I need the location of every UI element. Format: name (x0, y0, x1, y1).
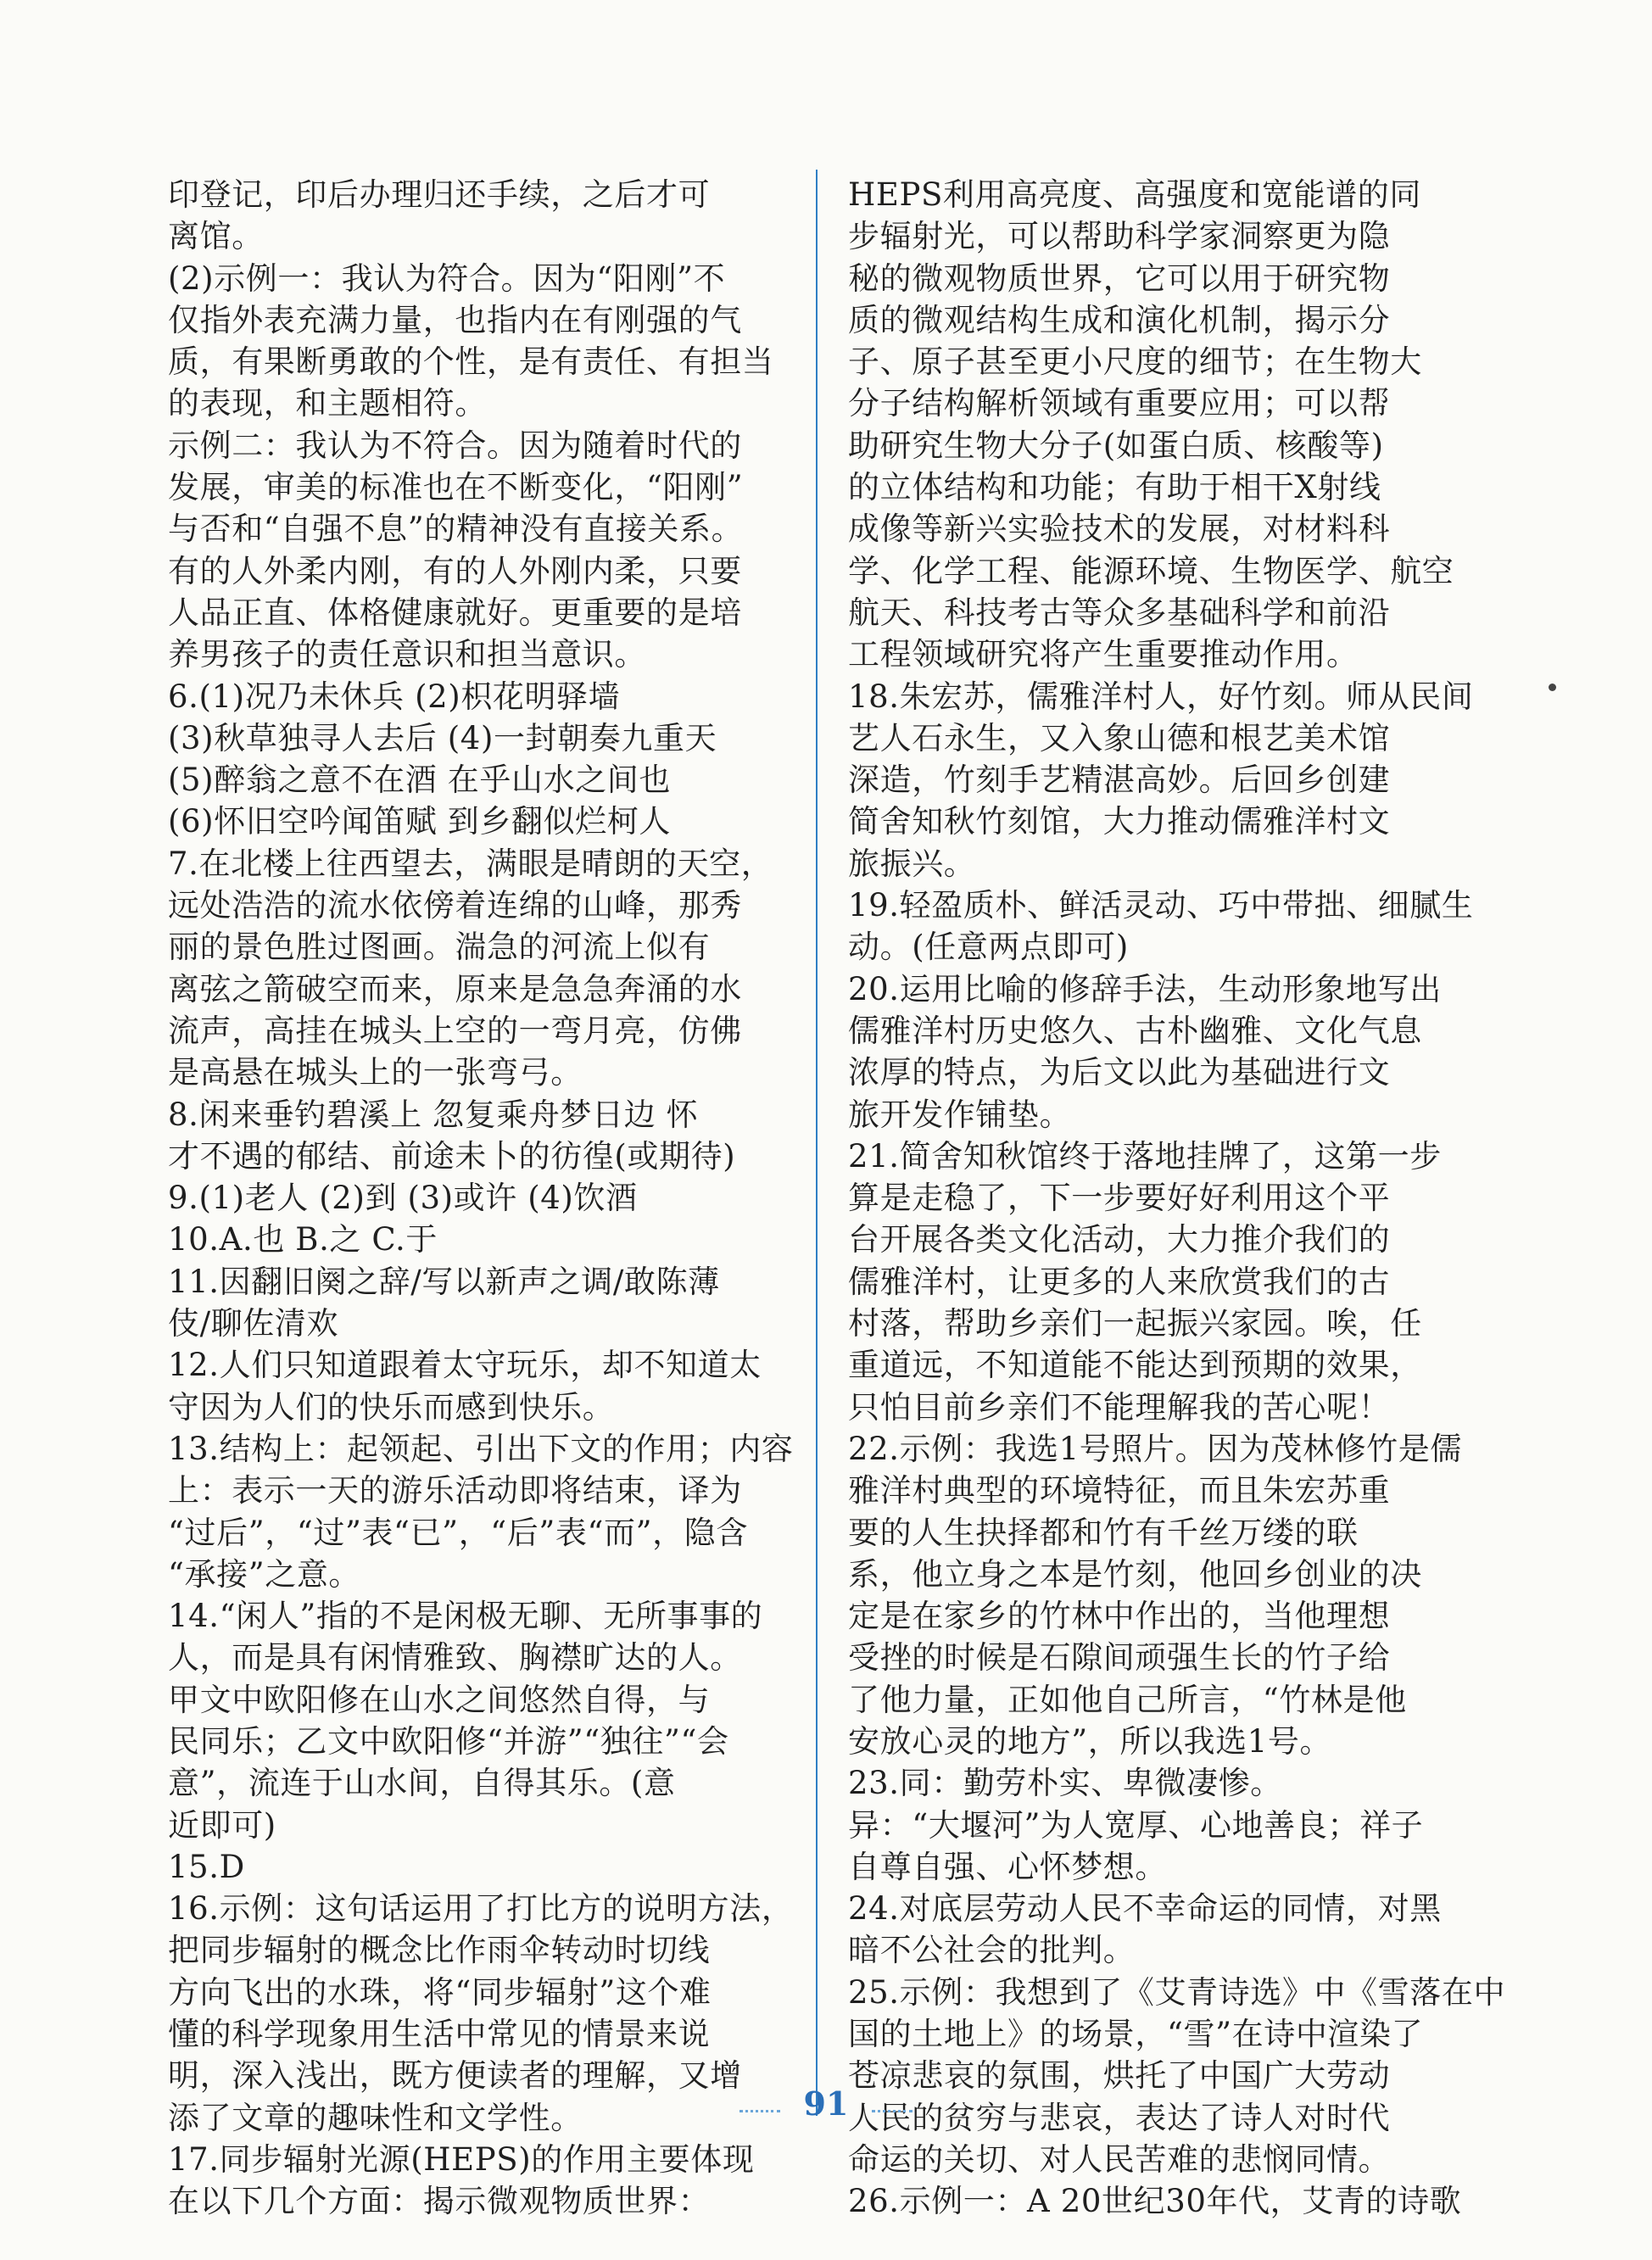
text-line: 13.结构上：起领起、引出下文的作用；内容 (168, 1430, 794, 1467)
text-line: 有的人外柔内刚，有的人外刚内柔，只要 (168, 552, 742, 589)
text-line: 暗不公社会的批判。 (848, 1932, 1136, 1969)
text-line: (2)示例一：我认为符合。因为“阳刚”不 (168, 259, 726, 297)
text-line: 分子结构解析领域有重要应用；可以帮 (848, 385, 1391, 422)
text-line: 21.简舍知秋馆终于落地挂牌了，这第一步 (848, 1137, 1442, 1175)
text-line: 航天、科技考古等众多基础科学和前沿 (848, 594, 1391, 631)
text-line: 的立体结构和功能；有助于相干X射线 (848, 469, 1381, 506)
text-line: (5)醉翁之意不在酒 在乎山水之间也 (168, 762, 671, 799)
text-line: 村落，帮助乡亲们一起振兴家园。唉，任 (848, 1305, 1422, 1342)
text-line: 离馆。 (168, 218, 264, 255)
text-line: 伎/聊佐清欢 (168, 1305, 339, 1342)
left-column (168, 174, 846, 2223)
text-line: 简舍知秋竹刻馆，大力推动儒雅洋村文 (848, 803, 1391, 840)
text-line: 6.(1)况乃未休兵 (2)枳花明驿墙 (168, 678, 621, 715)
text-line: 旅开发作铺垫。 (848, 1096, 1072, 1133)
text-line: 旅振兴。 (848, 845, 976, 882)
text-line: 25.示例：我想到了《艾青诗选》中《雪落在中 (848, 1973, 1506, 2011)
page-footer (0, 2084, 1652, 2123)
text-line: (3)秋草独寻人去后 (4)一封朝奏九重天 (168, 719, 717, 756)
text-line: 自尊自强、心怀梦想。 (848, 1848, 1167, 1885)
text-line: 雅洋村典型的环境特征，而且朱宏苏重 (848, 1472, 1391, 1509)
text-line: 26.示例一：A 20世纪30年代，艾青的诗歌 (848, 2183, 1462, 2220)
text-line: 工程领域研究将产生重要推动作用。 (848, 636, 1359, 673)
text-line: 丽的景色胜过图画。湍急的河流上似有 (168, 929, 711, 966)
text-line: 只怕目前乡亲们不能理解我的苦心呢！ (848, 1388, 1391, 1426)
text-line: 重道远，不知道能不能达到预期的效果， (848, 1347, 1422, 1384)
text-line: 异：“大堰河”为人宽厚、心地善良；祥子 (848, 1806, 1424, 1844)
text-line: 艺人石永生，又入象山德和根艺美术馆 (848, 719, 1391, 756)
text-line: 远处浩浩的流水依傍着连绵的山峰，那秀 (168, 887, 742, 924)
text-line: 23.同：勤劳朴实、卑微凄惨。 (848, 1765, 1282, 1802)
text-line: (6)怀旧空吟闻笛赋 到乡翻似烂柯人 (168, 803, 671, 840)
footer-dots-right (872, 2110, 913, 2112)
text-line: 添了文章的趣味性和文学性。 (168, 2099, 583, 2136)
text-line: 懂的科学现象用生活中常见的情景来说 (168, 2016, 711, 2053)
text-line: 意”，流连于山水间，自得其乐。(意 (168, 1765, 676, 1802)
text-line: 上：表示一天的游乐活动即将结束，译为 (168, 1472, 742, 1509)
text-line: 步辐射光，可以帮助科学家洞察更为隐 (848, 218, 1391, 255)
text-line: 国的土地上》的场景，“雪”在诗中渲染了 (848, 2016, 1424, 2053)
text-line: 才不遇的郁结、前途未卜的彷徨(或期待) (168, 1137, 736, 1175)
text-line: 人，而是具有闲情雅致、胸襟旷达的人。 (168, 1639, 742, 1677)
text-line: 秘的微观物质世界，它可以用于研究物 (848, 259, 1391, 297)
text-line: 与否和“自强不息”的精神没有直接关系。 (168, 511, 744, 548)
text-line: 民同乐；乙文中欧阳修“并游”“独往”“会 (168, 1722, 729, 1760)
text-line: 10.A.也 B.之 C.于 (168, 1221, 438, 1258)
text-line: 人品正直、体格健康就好。更重要的是培 (168, 594, 742, 631)
text-line: 16.示例：这句话运用了打比方的说明方法， (168, 1890, 794, 1928)
text-line: 质的微观结构生成和演化机制，揭示分 (848, 301, 1391, 338)
text-line: 22.示例：我选1号照片。因为茂林修竹是儒 (848, 1430, 1462, 1467)
text-line: 20.运用比喻的修辞手法，生动形象地写出 (848, 970, 1442, 1007)
text-line: 安放心灵的地方”，所以我选1号。 (848, 1722, 1332, 1760)
text-line: 守因为人们的快乐而感到快乐。 (168, 1388, 615, 1426)
text-line: 算是走稳了，下一步要好好利用这个平 (848, 1180, 1391, 1217)
text-line: 流声，高挂在城头上空的一弯月亮，仿佛 (168, 1012, 742, 1049)
text-line: 定是在家乡的竹林中作出的，当他理想 (848, 1598, 1391, 1635)
text-line: 19.轻盈质朴、鲜活灵动、巧中带拙、细腻生 (848, 887, 1474, 924)
text-line: “承接”之意。 (168, 1555, 361, 1593)
text-line: 14.“闲人”指的不是闲极无聊、无所事事的 (168, 1598, 763, 1635)
text-line: 人民的贫穷与悲哀，表达了诗人对时代 (848, 2099, 1391, 2136)
text-line: 了他力量，正如他自己所言，“竹林是他 (848, 1681, 1407, 1718)
text-line: 助研究生物大分子(如蛋白质、核酸等) (848, 427, 1384, 464)
footer-dots-left (739, 2110, 780, 2112)
text-line: 台开展各类文化活动，大力推介我们的 (848, 1221, 1391, 1258)
text-line: 系，他立身之本是竹刻，他回乡创业的决 (848, 1555, 1422, 1593)
text-line: 12.人们只知道跟着太守玩乐，却不知道太 (168, 1347, 762, 1384)
text-line: 是高悬在城头上的一张弯弓。 (168, 1054, 583, 1091)
text-line: 11.因翻旧阕之辞/写以新声之调/敢陈薄 (168, 1263, 720, 1300)
text-line: 养男孩子的责任意识和担当意识。 (168, 636, 646, 673)
text-line: 7.在北楼上往西望去，满眼是晴朗的天空， (168, 845, 773, 882)
text-line: 离弦之箭破空而来，原来是急急奔涌的水 (168, 970, 742, 1007)
text-line: 学、化学工程、能源环境、生物医学、航空 (848, 552, 1454, 589)
text-line: 把同步辐射的概念比作雨伞转动时切线 (168, 1932, 711, 1969)
text-line: 浓厚的特点，为后文以此为基础进行文 (848, 1054, 1391, 1091)
text-line: 甲文中欧阳修在山水之间悠然自得，与 (168, 1681, 711, 1718)
text-line: 15.D (168, 1848, 245, 1885)
text-line: 儒雅洋村，让更多的人来欣赏我们的古 (848, 1263, 1391, 1300)
column-divider (816, 170, 818, 2116)
text-line: 方向飞出的水珠，将“同步辐射”这个难 (168, 1973, 712, 2011)
text-line: HEPS利用高亮度、高强度和宽能谱的同 (848, 176, 1421, 213)
right-column (848, 174, 1526, 2223)
text-line: 儒雅洋村历史悠久、古朴幽雅、文化气息 (848, 1012, 1422, 1049)
text-line: 质，有果断勇敢的个性，是有责任、有担当 (168, 343, 774, 381)
text-line: 近即可) (168, 1806, 276, 1844)
text-line: “过后”，“过”表“已”，“后”表“而”，隐含 (168, 1514, 748, 1551)
text-line: 仅指外表充满力量，也指内在有刚强的气 (168, 301, 742, 338)
text-line: 在以下几个方面：揭示微观物质世界： (168, 2183, 711, 2220)
page-number: 91 (803, 2084, 849, 2123)
text-line: 子、原子甚至更小尺度的细节；在生物大 (848, 343, 1422, 381)
text-line: 8.闲来垂钓碧溪上 忽复乘舟梦日边 怀 (168, 1096, 699, 1133)
text-line: 发展，审美的标准也在不断变化，“阳刚” (168, 469, 744, 506)
text-line: 成像等新兴实验技术的发展，对材料科 (848, 511, 1391, 548)
text-line: 的表现，和主题相符。 (168, 385, 487, 422)
text-line: 明，深入浅出，既方便读者的理解，又增 (168, 2057, 742, 2095)
text-line: 苍凉悲哀的氛围，烘托了中国广大劳动 (848, 2057, 1391, 2095)
text-line: 印登记，印后办理归还手续，之后才可 (168, 176, 711, 213)
ink-speck (1549, 684, 1556, 691)
text-line: 9.(1)老人 (2)到 (3)或许 (4)饮酒 (168, 1180, 638, 1217)
text-line: 18.朱宏苏，儒雅洋村人，好竹刻。师从民间 (848, 678, 1474, 715)
text-line: 受挫的时候是石隙间顽强生长的竹子给 (848, 1639, 1391, 1677)
text-line: 17.同步辐射光源(HEPS)的作用主要体现 (168, 2140, 755, 2178)
text-line: 动。(任意两点即可) (848, 929, 1129, 966)
text-line: 要的人生抉择都和竹有千丝万缕的联 (848, 1514, 1359, 1551)
text-line: 命运的关切、对人民苦难的悲悯同情。 (848, 2140, 1391, 2178)
text-line: 示例二：我认为不符合。因为随着时代的 (168, 427, 742, 464)
text-line: 深造，竹刻手艺精湛高妙。后回乡创建 (848, 762, 1391, 799)
text-line: 24.对底层劳动人民不幸命运的同情，对黑 (848, 1890, 1442, 1928)
